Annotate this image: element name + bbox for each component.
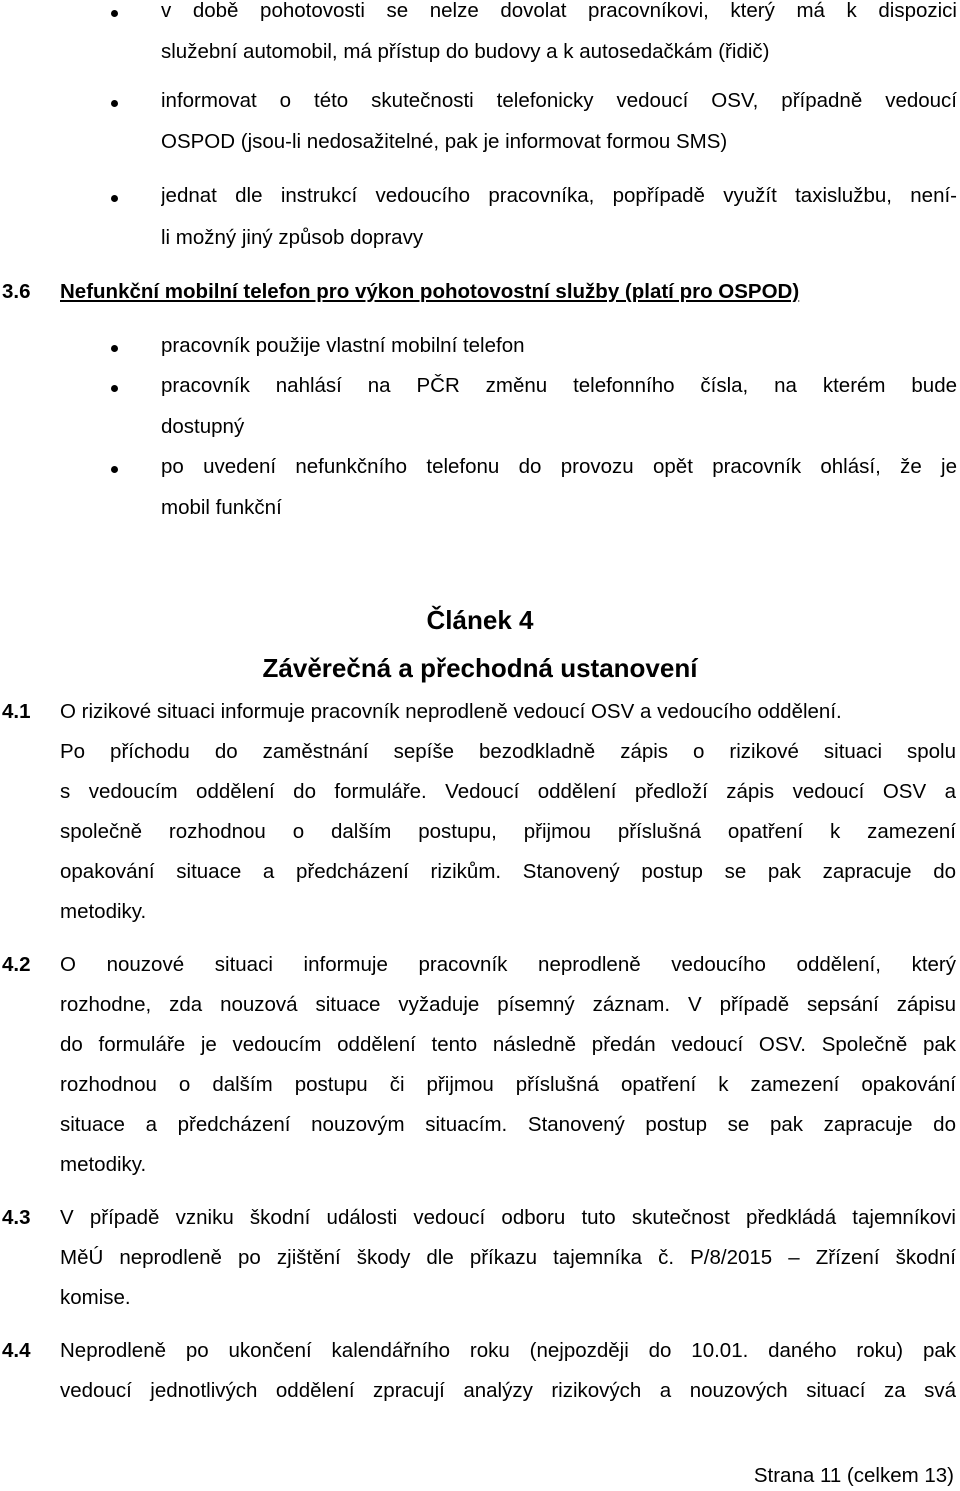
section-title: Nefunkční mobilní telefon pro výkon pohotovostní služby (platí pro OSPOD) [60,280,800,303]
list-item-line: informovat o této skutečnosti telefonicky vedoucí OSV, případně vedoucí [161,89,957,112]
section-number: 4.2 [2,953,31,976]
paragraph-line: MěÚ neprodleně po zjištění škody dle příkazu tajemníka č. P/8/2015 – Zřízení škodní [60,1246,956,1269]
list-item-line: mobil funkční [161,496,282,519]
article-number: Článek 4 [426,605,534,635]
paragraph-line: situace a předcházení nouzovým situacím. Stanovený postup se pak zapracuje do [60,1113,956,1136]
bullet-icon [111,10,118,17]
list-item-line: jednat dle instrukcí vedoucího pracovníka, popřípadě využít taxislužbu, není- [161,184,957,207]
list-item-line: li možný jiný způsob dopravy [161,226,424,249]
paragraph-line: O nouzové situaci informuje pracovník neprodleně vedoucího oddělení, který [60,953,956,976]
list-item-line: v době pohotovosti se nelze dovolat pracovníkovi, který má k dispozici [161,0,957,22]
section-number: 4.1 [2,700,31,723]
bullet-icon [111,385,118,392]
bullet-icon [111,345,118,352]
paragraph-line: do formuláře je vedoucím oddělení tento následně předán vedoucí OSV. Společně pak [60,1033,956,1056]
section-number: 4.4 [2,1339,31,1362]
section-number: 3.6 [2,280,31,303]
paragraph-line: komise. [60,1286,131,1309]
paragraph-line: vedoucí jednotlivých oddělení zpracují analýzy rizikových a nouzových situací za svá [60,1379,956,1402]
list-item-line: OSPOD (jsou-li nedosažitelné, pak je informovat formou SMS) [161,130,728,153]
list-item-line: pracovník nahlásí na PČR změnu telefonního čísla, na kterém bude [161,374,957,397]
paragraph-line: metodiky. [60,900,147,923]
bullet-icon [111,466,118,473]
paragraph-line: s vedoucím oddělení do formuláře. Vedoucí oddělení předloží zápis vedoucí OSV a [60,780,956,803]
paragraph-line: rozhodne, zda nouzová situace vyžaduje písemný záznam. V případě sepsání zápisu [60,993,956,1016]
paragraph-line: O rizikové situaci informuje pracovník neprodleně vedoucí OSV a vedoucího oddělení. [60,700,842,723]
paragraph-line: společně rozhodnou o dalším postupu, přijmou příslušná opatření k zamezení [60,820,956,843]
paragraph-line: opakování situace a předcházení rizikům. Stanovený postup se pak zapracuje do [60,860,956,883]
bullet-icon [111,100,118,107]
paragraph-line: rozhodnou o dalším postupu či přijmou příslušná opatření k zamezení opakování [60,1073,956,1096]
article-title: Závěrečná a přechodná ustanovení [262,653,698,683]
section-number: 4.3 [2,1206,31,1229]
list-item-line: pracovník použije vlastní mobilní telefon [161,334,525,357]
paragraph-line: V případě vzniku škodní události vedoucí odboru tuto skutečnost předkládá tajemníkovi [60,1206,956,1229]
paragraph-line: Neprodleně po ukončení kalendářního roku (nejpozději do 10.01. daného roku) pak [60,1339,956,1362]
paragraph-line: Po příchodu do zaměstnání sepíše bezodkladně zápis o rizikové situaci spolu [60,740,956,763]
list-item-line: služební automobil, má přístup do budovy a k autosedačkám (řidič) [161,40,770,63]
bullet-icon [111,195,118,202]
page-number: Strana 11 (celkem 13) [753,1464,954,1487]
list-item-line: po uvedení nefunkčního telefonu do provozu opět pracovník ohlásí, že je [161,455,957,478]
paragraph-line: metodiky. [60,1153,147,1176]
list-item-line: dostupný [161,415,245,438]
